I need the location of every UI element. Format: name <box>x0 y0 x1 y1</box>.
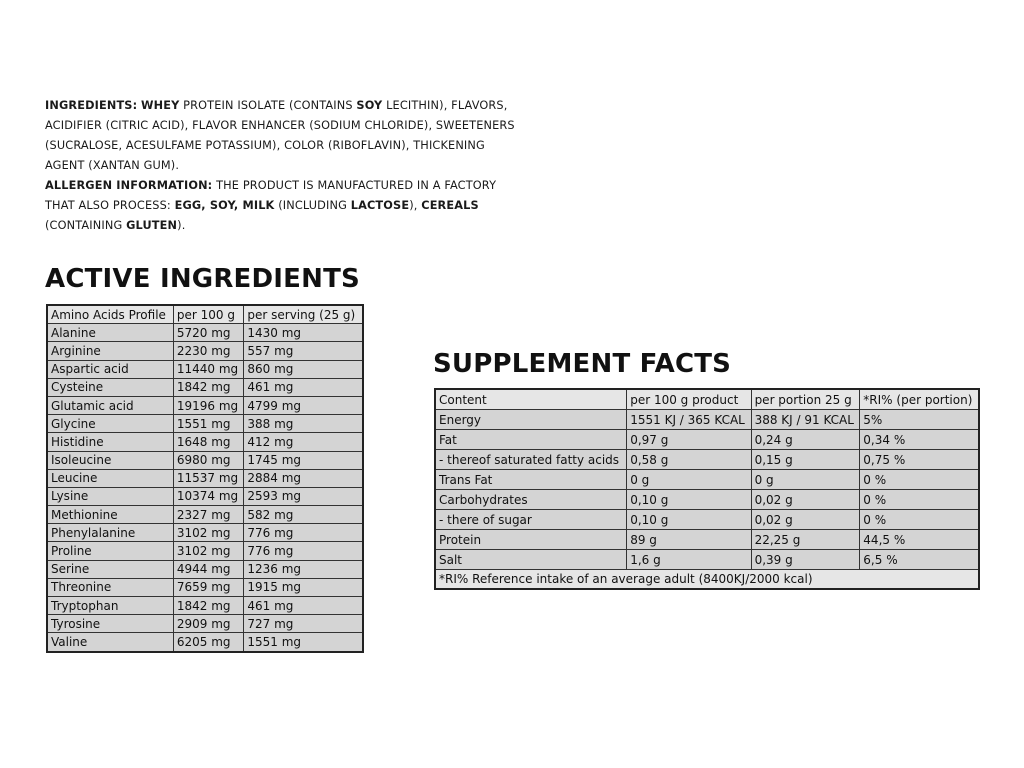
ingredients-paragraph <box>45 96 525 176</box>
table-footnote: *RI% Reference intake of an average adult (8400KJ/2000 kcal) <box>435 570 979 590</box>
table-cell: 1430 mg <box>244 324 363 342</box>
ingredients-segment: PROTEIN ISOLATE (CONTAINS <box>179 99 357 112</box>
table-cell: 1236 mg <box>244 560 363 578</box>
amino-acid-row <box>47 324 363 342</box>
table-cell: 3102 mg <box>173 542 244 560</box>
table-cell: 412 mg <box>244 433 363 451</box>
table-cell: 1648 mg <box>173 433 244 451</box>
ingredients-segment: LECITHIN), FLAVORS, ACIDIFIER (CITRIC ACID), FLAVOR ENHANCER (SODIUM CHLORIDE), SWEETENERS (SUCRALOSE, ACESULFAME POTASSIUM), COLOR (RIBOFLAVIN), THICKENING AGENT (XANTAN GUM). <box>45 99 515 172</box>
table-cell: 4799 mg <box>244 396 363 414</box>
table-cell: 4944 mg <box>173 560 244 578</box>
table-cell: 0,24 g <box>751 430 860 450</box>
table-cell: Methionine <box>47 506 173 524</box>
amino-acid-row <box>47 451 363 469</box>
amino-acid-row <box>47 506 363 524</box>
table-cell: 0,15 g <box>751 450 860 470</box>
table-cell: 0,02 g <box>751 490 860 510</box>
amino-acid-row <box>47 578 363 596</box>
table-footnote-row <box>435 570 979 590</box>
table-cell: Valine <box>47 633 173 652</box>
table-cell: 0,10 g <box>627 490 751 510</box>
amino-acid-row <box>47 378 363 396</box>
column-header: per 100 g product <box>627 389 751 410</box>
table-cell: Tryptophan <box>47 597 173 615</box>
table-cell: 2909 mg <box>173 615 244 633</box>
table-cell: Tyrosine <box>47 615 173 633</box>
supplement-facts-row <box>435 510 979 530</box>
table-cell: 0 g <box>627 470 751 490</box>
table-cell: 582 mg <box>244 506 363 524</box>
amino-acids-table <box>46 304 364 653</box>
allergen-segment: ), <box>409 199 422 212</box>
table-cell: Phenylalanine <box>47 524 173 542</box>
amino-acid-row <box>47 487 363 505</box>
amino-acid-row <box>47 633 363 652</box>
table-cell: 1,6 g <box>627 550 751 570</box>
table-cell: 1745 mg <box>244 451 363 469</box>
table-cell: 1842 mg <box>173 597 244 615</box>
column-header: Amino Acids Profile <box>47 305 173 324</box>
table-cell: 1551 KJ / 365 KCAL <box>627 410 751 430</box>
table-cell: Alanine <box>47 324 173 342</box>
column-header: Content <box>435 389 627 410</box>
supplement-facts-title: SUPPLEMENT FACTS <box>433 349 732 379</box>
supplement-facts-row <box>435 550 979 570</box>
table-cell: 776 mg <box>244 542 363 560</box>
supplement-facts-row <box>435 450 979 470</box>
table-cell: 557 mg <box>244 342 363 360</box>
table-cell: 1842 mg <box>173 378 244 396</box>
allergen-segment: GLUTEN <box>126 219 178 232</box>
table-cell: 44,5 % <box>860 530 979 550</box>
amino-acid-row <box>47 415 363 433</box>
column-header: per portion 25 g <box>751 389 860 410</box>
table-cell: 0,34 % <box>860 430 979 450</box>
table-cell: 461 mg <box>244 378 363 396</box>
active-ingredients-title: ACTIVE INGREDIENTS <box>45 264 360 294</box>
amino-acid-row <box>47 396 363 414</box>
table-cell: Salt <box>435 550 627 570</box>
table-cell: 0 % <box>860 470 979 490</box>
supplement-facts-row <box>435 470 979 490</box>
table-cell: 6,5 % <box>860 550 979 570</box>
amino-acid-row <box>47 615 363 633</box>
table-cell: 5% <box>860 410 979 430</box>
table-cell: Isoleucine <box>47 451 173 469</box>
table-cell: Threonine <box>47 578 173 596</box>
table-cell: 6980 mg <box>173 451 244 469</box>
table-cell: 727 mg <box>244 615 363 633</box>
table-cell: Glycine <box>47 415 173 433</box>
supplement-facts-row <box>435 490 979 510</box>
table-cell: 6205 mg <box>173 633 244 652</box>
ingredients-label: INGREDIENTS: <box>45 99 138 112</box>
amino-acid-row <box>47 342 363 360</box>
column-header: per 100 g <box>173 305 244 324</box>
table-cell: 2230 mg <box>173 342 244 360</box>
table-cell: 776 mg <box>244 524 363 542</box>
table-cell: Lysine <box>47 487 173 505</box>
table-cell: Carbohydrates <box>435 490 627 510</box>
allergen-label: ALLERGEN INFORMATION: <box>45 179 213 192</box>
table-cell: 3102 mg <box>173 524 244 542</box>
allergen-segment: LACTOSE <box>350 199 410 212</box>
table-cell: 89 g <box>627 530 751 550</box>
table-cell: 2327 mg <box>173 506 244 524</box>
amino-acid-row <box>47 542 363 560</box>
table-cell: - thereof saturated fatty acids <box>435 450 627 470</box>
allergen-segment: THE PRODUCT IS MANUFACTURED IN A FACTORY THAT ALSO PROCESS: <box>45 179 497 212</box>
amino-acid-row <box>47 597 363 615</box>
table-cell: - there of sugar <box>435 510 627 530</box>
table-cell: Protein <box>435 530 627 550</box>
supplement-facts-row <box>435 430 979 450</box>
table-header-row <box>47 305 363 324</box>
table-cell: 0 g <box>751 470 860 490</box>
ingredients-segment: SOY <box>356 99 383 112</box>
amino-acid-row <box>47 433 363 451</box>
allergen-segment: (INCLUDING <box>274 199 351 212</box>
table-cell: Trans Fat <box>435 470 627 490</box>
table-cell: 0,58 g <box>627 450 751 470</box>
table-cell: 461 mg <box>244 597 363 615</box>
table-cell: 0 % <box>860 490 979 510</box>
table-cell: 1915 mg <box>244 578 363 596</box>
table-cell: Leucine <box>47 469 173 487</box>
table-cell: 19196 mg <box>173 396 244 414</box>
table-cell: Energy <box>435 410 627 430</box>
allergen-segment: ). <box>177 219 186 232</box>
table-cell: 0,75 % <box>860 450 979 470</box>
table-cell: 11440 mg <box>173 360 244 378</box>
amino-acid-row <box>47 469 363 487</box>
supplement-facts-table <box>434 388 980 590</box>
table-cell: Serine <box>47 560 173 578</box>
table-cell: 0,39 g <box>751 550 860 570</box>
table-cell: Proline <box>47 542 173 560</box>
table-cell: 22,25 g <box>751 530 860 550</box>
table-cell: 0,10 g <box>627 510 751 530</box>
table-cell: 388 mg <box>244 415 363 433</box>
amino-acid-row <box>47 360 363 378</box>
column-header: per serving (25 g) <box>244 305 363 324</box>
allergen-paragraph <box>45 176 525 236</box>
allergen-segment: CEREALS <box>421 199 479 212</box>
table-header-row <box>435 389 979 410</box>
amino-acid-row <box>47 524 363 542</box>
table-cell: Histidine <box>47 433 173 451</box>
column-header: *RI% (per portion) <box>860 389 979 410</box>
allergen-segment: EGG, SOY, MILK <box>174 199 275 212</box>
table-cell: 860 mg <box>244 360 363 378</box>
table-cell: Fat <box>435 430 627 450</box>
table-cell: 10374 mg <box>173 487 244 505</box>
table-cell: Glutamic acid <box>47 396 173 414</box>
amino-acid-row <box>47 560 363 578</box>
table-cell: 2593 mg <box>244 487 363 505</box>
table-cell: Aspartic acid <box>47 360 173 378</box>
table-cell: 11537 mg <box>173 469 244 487</box>
ingredients-block <box>45 96 525 236</box>
table-cell: 5720 mg <box>173 324 244 342</box>
table-cell: 7659 mg <box>173 578 244 596</box>
ingredients-segment: WHEY <box>141 99 180 112</box>
table-cell: 0,97 g <box>627 430 751 450</box>
supplement-facts-row <box>435 410 979 430</box>
table-cell: 0,02 g <box>751 510 860 530</box>
table-cell: 0 % <box>860 510 979 530</box>
table-cell: Cysteine <box>47 378 173 396</box>
table-cell: 388 KJ / 91 KCAL <box>751 410 860 430</box>
table-cell: 1551 mg <box>173 415 244 433</box>
allergen-segment: (CONTAINING <box>45 219 127 232</box>
table-cell: 1551 mg <box>244 633 363 652</box>
supplement-facts-row <box>435 530 979 550</box>
table-cell: Arginine <box>47 342 173 360</box>
table-cell: 2884 mg <box>244 469 363 487</box>
